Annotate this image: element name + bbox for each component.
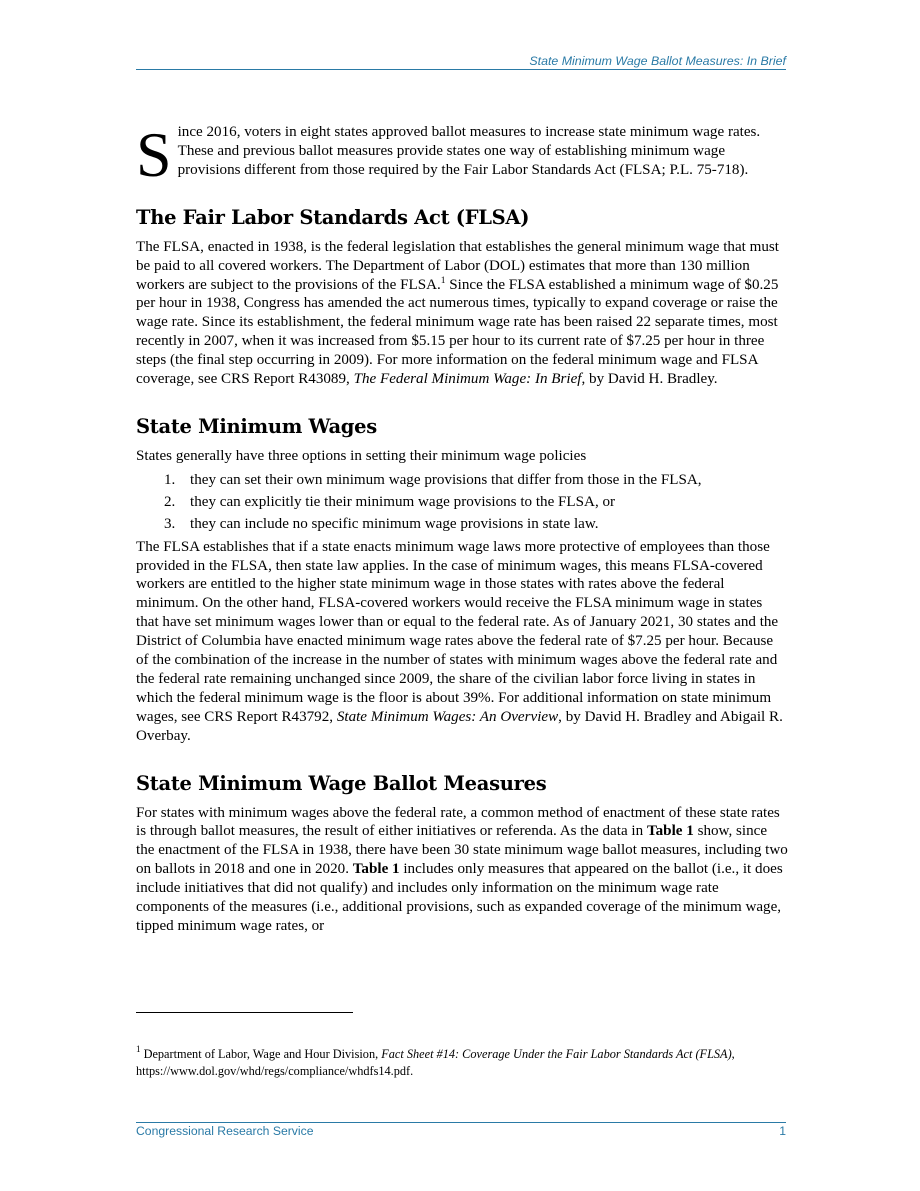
ballot-text-a: For states with minimum wages above the federal rate, a common method of enactment of these state rates is through ballot measures, the result of either initiatives or referenda. As the data in xyxy=(136,804,780,840)
footnote-ref[interactable]: 1 xyxy=(440,275,446,286)
section-heading-ballot-measures: State Minimum Wage Ballot Measures xyxy=(136,771,547,795)
running-header: State Minimum Wage Ballot Measures: In Brief xyxy=(529,54,786,68)
main-content xyxy=(136,119,788,936)
state-wages-paragraph xyxy=(136,538,788,746)
list-number: 2. xyxy=(164,493,176,510)
list-item xyxy=(136,471,710,490)
footnote-text-a: Department of Labor, Wage and Hour Division, xyxy=(140,1047,382,1061)
options-list xyxy=(136,471,788,534)
section-heading-state-wages: State Minimum Wages xyxy=(136,414,377,438)
list-number: 1. xyxy=(164,471,176,488)
footnote-link[interactable]: , https://www.dol.gov/whd/regs/compliance/whdfs14.pdf. xyxy=(136,1047,735,1078)
footer-rule xyxy=(136,1122,786,1123)
list-number: 3. xyxy=(164,515,176,532)
report-title-federal: The Federal Minimum Wage: In Brief xyxy=(353,371,582,388)
footnote xyxy=(136,1046,788,1079)
table-ref[interactable]: Table 1 xyxy=(646,823,694,840)
list-item xyxy=(136,515,710,534)
flsa-paragraph xyxy=(136,238,788,389)
section-heading-flsa: The Fair Labor Standards Act (FLSA) xyxy=(136,205,530,229)
drop-cap: S xyxy=(136,119,172,190)
state-wages-lead: States generally have three options in setting their minimum wage policies xyxy=(136,447,587,464)
footnote-number: 1 xyxy=(136,1044,141,1054)
intro-text: ince 2016, voters in eight states approved ballot measures to increase state minimum wage rates. These and previous ballot measures provide states one way of establishing minimum wage provisions different from those required by the Fair Labor Standards Act (FLSA; P.L. 75-718). xyxy=(177,124,761,178)
footnote-title: Fact Sheet #14: Coverage Under the Fair Labor Standards Act (FLSA) xyxy=(381,1047,732,1061)
footer-publisher: Congressional Research Service xyxy=(136,1124,314,1138)
state-text-b: , by David H. Bradley and Abigail R. Overbay. xyxy=(136,708,783,744)
header-rule xyxy=(136,69,786,70)
ballot-text-c: includes only measures that appeared on the ballot (i.e., it does include initiatives that did not qualify) and includes only information on the minimum wage rate components of the measures (i.e., additional provisions, such as expanded coverage of the minimum wage, tipped minimum wage rates, or xyxy=(136,861,783,934)
table-ref[interactable]: Table 1 xyxy=(352,861,400,878)
list-item xyxy=(136,493,710,512)
ballot-paragraph xyxy=(136,804,788,936)
state-text-a: The FLSA establishes that if a state enacts minimum wage laws more protective of employees than those provided in the FLSA, then state law applies. In the case of minimum wages, this means FLSA-covered workers are entitled to the higher state minimum wage in those states with rates above the federal minimum. On the other hand, FLSA-covered workers would receive the FLSA minimum wage in states that have set minimum wages lower than or equal to the federal rate. As of January 2021, 30 states and the District of Columbia have enacted minimum wage rates above the federal rate of $7.25 per hour. Because of the combination of the increase in the number of states with minimum wages above the federal rate and the federal rate remaining unchanged since 2009, the share of the civilian labor force living in states in which the federal minimum wage is the floor is about 39%. For additional information on state minimum wages, see CRS Report R43792, xyxy=(136,538,779,725)
intro-paragraph xyxy=(136,119,788,190)
page-number: 1 xyxy=(779,1124,786,1138)
list-text: they can explicitly tie their minimum wage provisions to the FLSA, or xyxy=(190,493,616,510)
footnote-rule xyxy=(136,1012,353,1013)
report-title-state: State Minimum Wages: An Overview xyxy=(336,708,559,725)
ballot-text-b: show, since the enactment of the FLSA in 1938, there have been 30 state minimum wage ballot measures, including two on ballots in 2018 and one in 2020. xyxy=(136,823,788,878)
list-text: they can include no specific minimum wage provisions in state law. xyxy=(190,515,599,532)
flsa-text-a: The FLSA, enacted in 1938, is the federal legislation that establishes the general minimum wage that must be paid to all covered workers. The Department of Labor (DOL) estimates that more than 130 million workers are subject to the provisions of the FLSA. xyxy=(136,238,780,293)
flsa-text-b: Since the FLSA established a minimum wage of $0.25 per hour in 1938, Congress has amended the act numerous times, typically to expand coverage or raise the wage rate. Since its establishment, the federal minimum wage rate has been raised 22 separate times, most recently in 2007, when it was increased from $5.15 per hour to its current rate of $7.25 per hour in three steps (the final step occurring in 2009). For more information on the federal minimum wage and FLSA coverage, see CRS Report R43089, xyxy=(136,276,779,388)
list-text: they can set their own minimum wage provisions that differ from those in the FLSA, xyxy=(190,471,702,488)
flsa-text-c: , by David H. Bradley. xyxy=(581,371,718,388)
